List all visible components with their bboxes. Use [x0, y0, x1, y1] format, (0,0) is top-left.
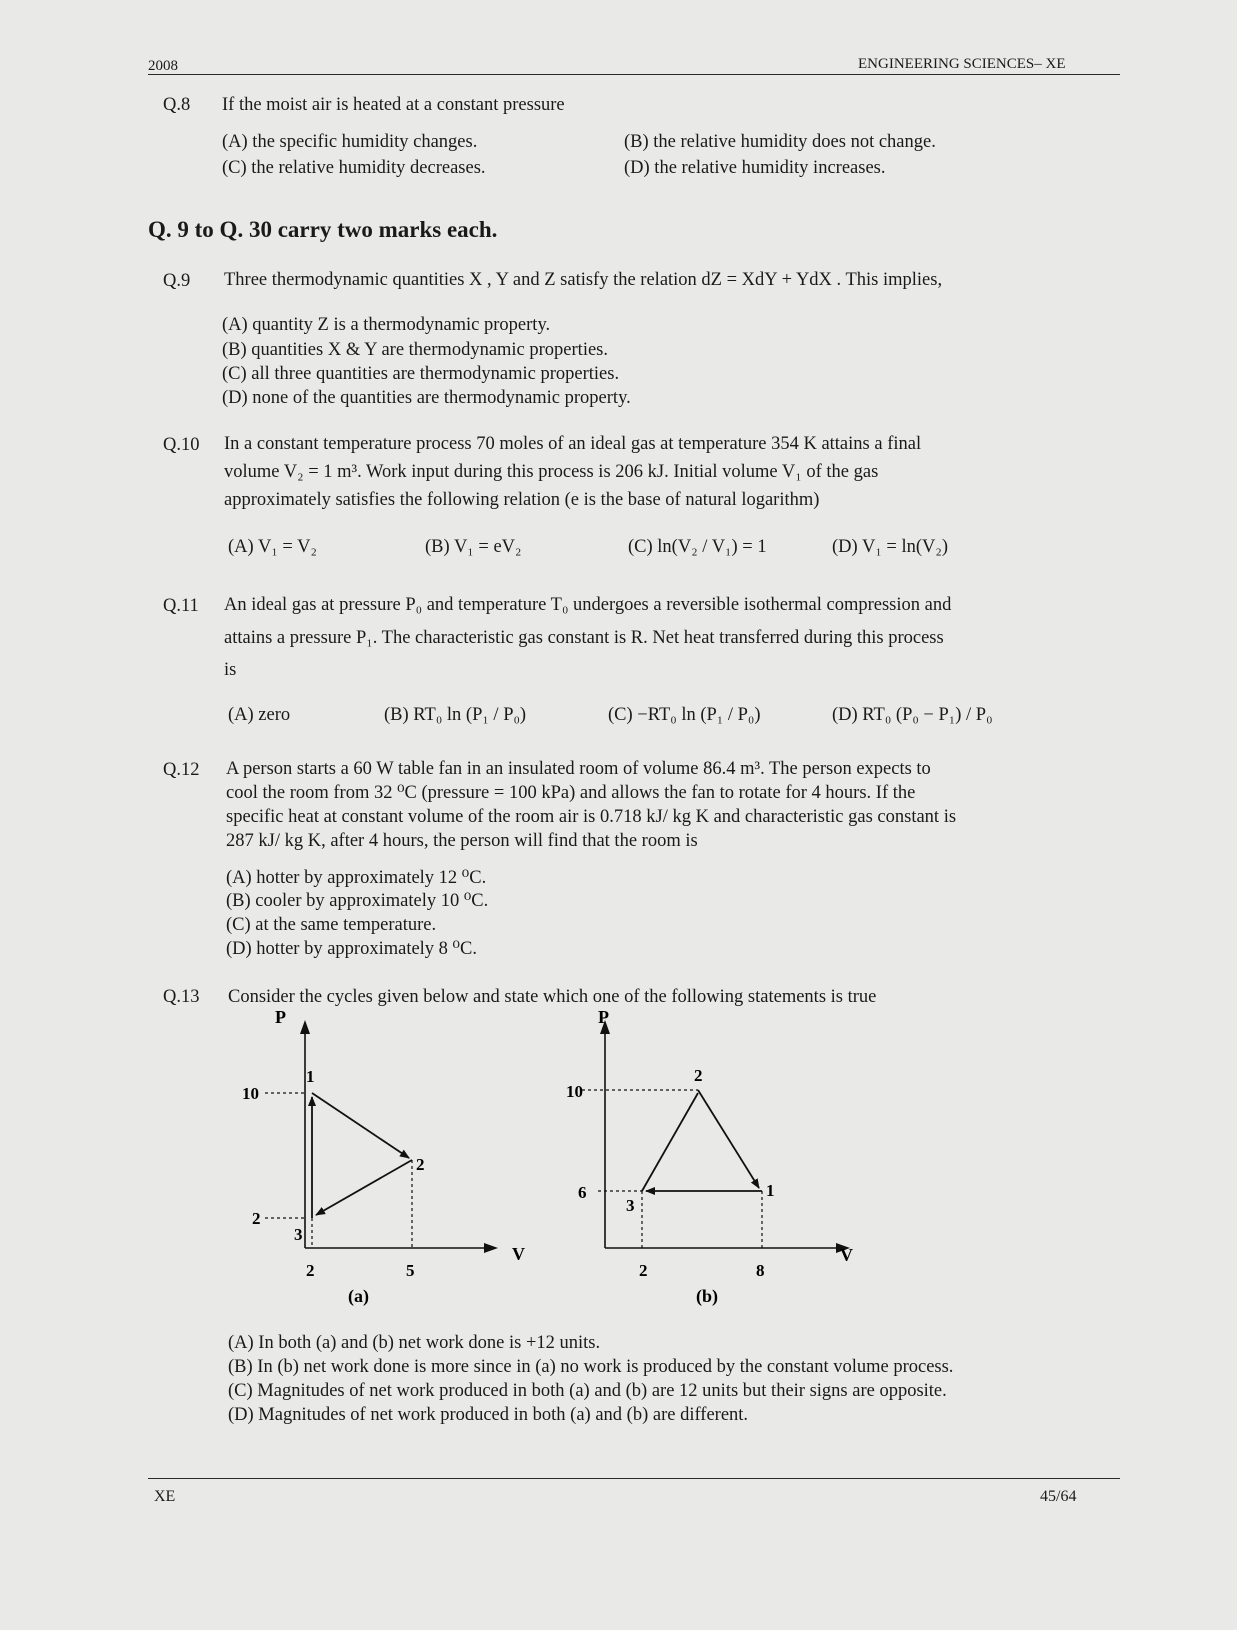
q11-number: Q.11 [163, 596, 199, 616]
figure-a [230, 1008, 530, 1318]
q8-option-b: (B) the relative humidity does not change. [624, 132, 936, 152]
figure-b [560, 1008, 880, 1318]
q11-line2: attains a pressure P₁. The characteristic gas constant is R. Net heat transferred during this process [224, 628, 944, 648]
q8-option-d: (D) the relative humidity increases. [624, 158, 886, 178]
header-rule [148, 74, 1120, 75]
footer-rule [148, 1478, 1120, 1479]
fig-b-caption: (b) [696, 1286, 718, 1306]
fig-a-point-2: 2 [416, 1155, 425, 1174]
q8-stem: If the moist air is heated at a constant pressure [222, 95, 565, 115]
q13-stem: Consider the cycles given below and state which one of the following statements is true [228, 987, 877, 1007]
q9-option-b: (B) quantities X & Y are thermodynamic properties. [222, 340, 608, 360]
q12-option-a: (A) hotter by approximately 12 ⁰C. [226, 868, 487, 888]
q13-option-b: (B) In (b) net work done is more since in (a) no work is produced by the constant volume process. [228, 1357, 954, 1377]
fig-b-ytick-10: 10 [566, 1082, 583, 1101]
fig-a-v-label: V [512, 1244, 525, 1264]
q10-option-c: (C) ln(V₂ / V₁) = 1 [628, 537, 767, 557]
q11-option-c: (C) −RT₀ ln (P₁ / P₀) [608, 705, 761, 725]
q8-option-a: (A) the specific humidity changes. [222, 132, 478, 152]
fig-a-p-arrowhead [300, 1020, 310, 1034]
q10-number: Q.10 [163, 435, 200, 455]
header-year: 2008 [148, 58, 178, 74]
footer-page: 45/64 [1040, 1488, 1077, 1505]
fig-b-process-3-2 [642, 1093, 698, 1191]
fig-a-caption: (a) [348, 1286, 369, 1306]
q12-line2: cool the room from 32 ⁰C (pressure = 100 kPa) and allows the fan to rotate for 4 hours. If the [226, 783, 916, 803]
fig-b-v-label: V [840, 1245, 853, 1265]
header-subject: ENGINEERING SCIENCES– XE [858, 56, 1066, 72]
q11-option-a: (A) zero [228, 705, 291, 725]
q10-line2: volume V₂ = 1 m³. Work input during this process is 206 kJ. Initial volume V₁ of the gas [224, 462, 879, 482]
q9-number: Q.9 [163, 271, 191, 291]
fig-a-process-1-2 [312, 1093, 409, 1158]
fig-a-xtick-2: 2 [306, 1261, 315, 1280]
fig-a-ytick-2: 2 [252, 1209, 261, 1228]
fig-b-process-2-1 [698, 1090, 759, 1188]
q11-line1: An ideal gas at pressure P₀ and temperature T₀ undergoes a reversible isothermal compression and [224, 595, 952, 615]
q12-line4: 287 kJ/ kg K, after 4 hours, the person will find that the room is [226, 831, 698, 851]
q13-option-d: (D) Magnitudes of net work produced in both (a) and (b) are different. [228, 1405, 749, 1425]
q10-line1: In a constant temperature process 70 moles of an ideal gas at temperature 354 K attains a final [224, 434, 922, 454]
fig-a-xtick-5: 5 [406, 1261, 415, 1280]
fig-b-point-1: 1 [766, 1181, 775, 1200]
section-heading: Q. 9 to Q. 30 carry two marks each. [148, 217, 498, 242]
q8-option-c: (C) the relative humidity decreases. [222, 158, 486, 178]
q11-option-d: (D) RT₀ (P₀ − P₁) / P₀ [832, 705, 993, 725]
fig-a-ytick-10: 10 [242, 1084, 259, 1103]
q10-line3: approximately satisfies the following relation (e is the base of natural logarithm) [224, 490, 820, 510]
q11-option-b: (B) RT₀ ln (P₁ / P₀) [384, 705, 527, 725]
q9-stem: Three thermodynamic quantities X , Y and Z satisfy the relation dZ = XdY + YdX . This implies, [224, 270, 943, 290]
q13-option-a: (A) In both (a) and (b) net work done is +12 units. [228, 1333, 601, 1353]
q12-number: Q.12 [163, 760, 200, 780]
q13-number: Q.13 [163, 987, 200, 1007]
q9-option-a: (A) quantity Z is a thermodynamic property. [222, 315, 551, 335]
fig-b-xtick-2: 2 [639, 1261, 648, 1280]
fig-a-point-1: 1 [306, 1067, 315, 1086]
fig-a-p-label: P [275, 1008, 286, 1027]
q10-option-b: (B) V₁ = eV₂ [425, 537, 522, 557]
fig-a-point-3: 3 [294, 1225, 303, 1244]
fig-b-point-3: 3 [626, 1196, 635, 1215]
q11-line3: is [224, 660, 237, 680]
q10-option-d: (D) V₁ = ln(V₂) [832, 537, 948, 557]
fig-a-v-arrowhead [484, 1243, 498, 1253]
q13-option-c: (C) Magnitudes of net work produced in both (a) and (b) are 12 units but their signs are opposite. [228, 1381, 947, 1401]
q9-option-d: (D) none of the quantities are thermodynamic property. [222, 388, 631, 408]
q12-line3: specific heat at constant volume of the room air is 0.718 kJ/ kg K and characteristic gas constant is [226, 807, 957, 827]
q12-option-c: (C) at the same temperature. [226, 915, 437, 935]
q9-option-c: (C) all three quantities are thermodynamic properties. [222, 364, 620, 384]
q12-option-b: (B) cooler by approximately 10 ⁰C. [226, 891, 489, 911]
fig-b-xtick-8: 8 [756, 1261, 765, 1280]
fig-b-p-label: P [598, 1008, 609, 1027]
q8-number: Q.8 [163, 95, 191, 115]
q12-line1: A person starts a 60 W table fan in an insulated room of volume 86.4 m³. The person expects to [226, 759, 931, 779]
q10-option-a: (A) V₁ = V₂ [228, 537, 317, 557]
fig-a-process-2-3 [316, 1160, 412, 1215]
fig-b-ytick-6: 6 [578, 1183, 587, 1202]
fig-b-point-2: 2 [694, 1066, 703, 1085]
footer-code: XE [154, 1488, 176, 1505]
q12-option-d: (D) hotter by approximately 8 ⁰C. [226, 939, 477, 959]
